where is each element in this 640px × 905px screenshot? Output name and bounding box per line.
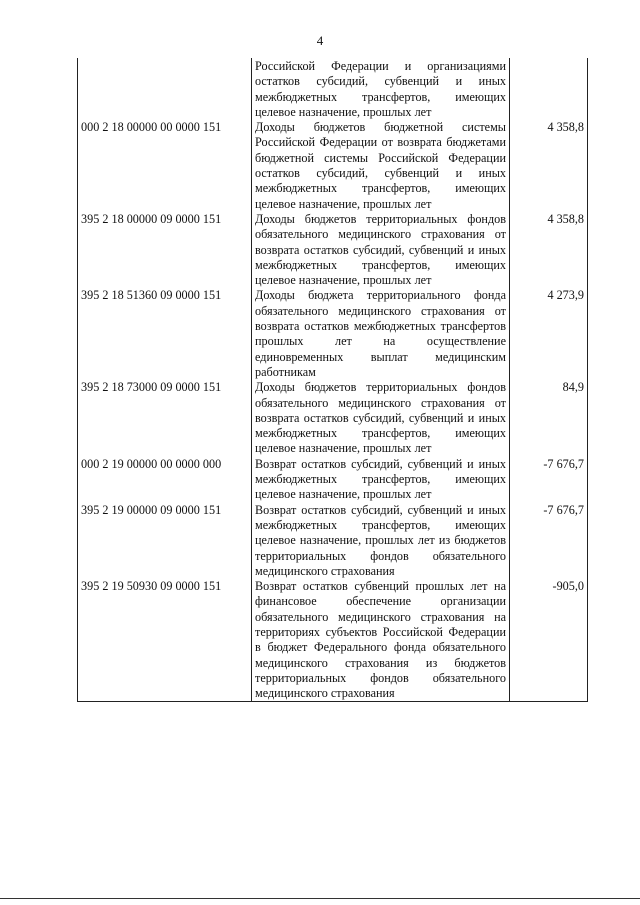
budget-code-cell: 395 2 19 00000 09 0000 151	[78, 503, 252, 579]
table-row	[78, 503, 588, 579]
budget-code-cell: 000 2 19 00000 00 0000 000	[78, 457, 252, 503]
page-number: 4	[316, 33, 324, 48]
table-row	[78, 380, 588, 456]
table-row	[78, 457, 588, 503]
amount-cell: -7 676,7	[510, 503, 588, 579]
revenue-name-cell: Доходы бюджета территориального фонда обязательного медицинского страхования от возврата остатков межбюджетных трансфертов прошлых лет на осуществление единовременных выплат медицинским работникам	[252, 288, 510, 380]
revenue-name-cell: Доходы бюджетов территориальных фондов обязательного медицинского страхования от возврата остатков субсидий, субвенций и иных межбюджетных трансфертов, имеющих целевое назначение, прошлых лет	[252, 380, 510, 456]
amount-cell: 4 273,9	[510, 288, 588, 380]
table-row	[78, 579, 588, 702]
table-row	[78, 120, 588, 212]
budget-code-cell: 395 2 18 73000 09 0000 151	[78, 380, 252, 456]
amount-cell: -7 676,7	[510, 457, 588, 503]
amount-cell: 4 358,8	[510, 120, 588, 212]
budget-code-cell: 395 2 18 00000 09 0000 151	[78, 212, 252, 288]
budget-code-cell: 395 2 19 50930 09 0000 151	[78, 579, 252, 702]
budget-revenue-table	[77, 58, 588, 702]
amount-cell	[510, 58, 588, 120]
revenue-name-cell: Российской Федерации и организациями остатков субсидий, субвенций и иных межбюджетных трансфертов, имеющих целевое назначение, прошлых лет	[252, 58, 510, 120]
table-row	[78, 58, 588, 120]
revenue-name-cell: Доходы бюджетов бюджетной системы Российской Федерации от возврата бюджетами бюджетной системы Российской Федерации остатков субсидий, субвенций и иных межбюджетных трансфертов, имеющих целевое назначение, прошлых лет	[252, 120, 510, 212]
revenue-name-cell: Доходы бюджетов территориальных фондов обязательного медицинского страхования от возврата остатков субсидий, субвенций и иных межбюджетных трансфертов, имеющих целевое назначение, прошлых лет	[252, 212, 510, 288]
revenue-name-cell: Возврат остатков субвенций прошлых лет на финансовое обеспечение организации обязательного медицинского страхования на территориях субъектов Российской Федерации в бюджет Федерального фонда обязательного медицинского страхования из бюджетов территориальных фондов обязательного медицинского страхования	[252, 579, 510, 702]
amount-cell: 84,9	[510, 380, 588, 456]
amount-cell: 4 358,8	[510, 212, 588, 288]
budget-code-cell	[78, 58, 252, 120]
scan-bottom-edge	[0, 898, 640, 899]
table-row	[78, 212, 588, 288]
revenue-name-cell: Возврат остатков субсидий, субвенций и иных межбюджетных трансфертов, имеющих целевое назначение, прошлых лет	[252, 457, 510, 503]
revenue-name-cell: Возврат остатков субсидий, субвенций и иных межбюджетных трансфертов, имеющих целевое назначение, прошлых лет из бюджетов территориальных фондов обязательного медицинского страхования	[252, 503, 510, 579]
table-row	[78, 288, 588, 380]
amount-cell: -905,0	[510, 579, 588, 702]
budget-code-cell: 395 2 18 51360 09 0000 151	[78, 288, 252, 380]
budget-code-cell: 000 2 18 00000 00 0000 151	[78, 120, 252, 212]
